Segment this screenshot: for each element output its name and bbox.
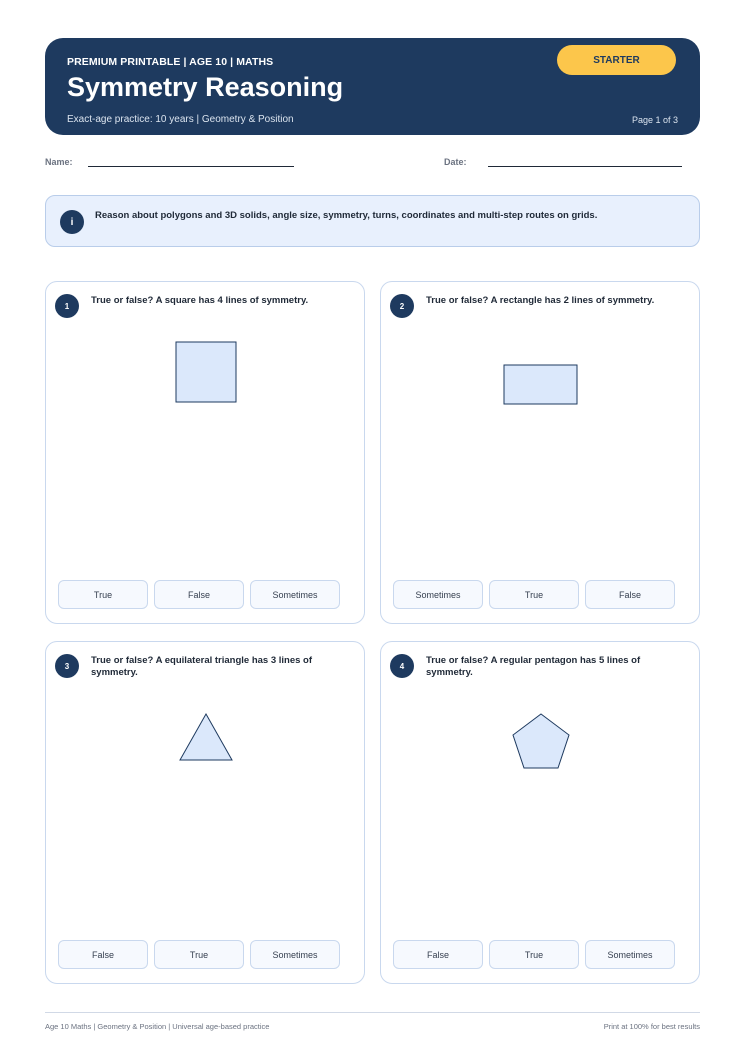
- answer-option[interactable]: False: [393, 940, 483, 969]
- header-subtitle: Exact-age practice: 10 years | Geometry & Position: [67, 114, 294, 125]
- info-text: Reason about polygons and 3D solids, angle size, symmetry, turns, coordinates and multi-step routes on grids.: [95, 210, 598, 221]
- triangle-shape: [46, 642, 366, 942]
- footer-divider: [45, 1012, 700, 1013]
- question-number: 4: [390, 654, 414, 678]
- answer-option[interactable]: True: [489, 580, 579, 609]
- name-field[interactable]: [88, 166, 294, 167]
- question-card-3: [45, 641, 365, 984]
- answer-option[interactable]: False: [58, 940, 148, 969]
- question-number: 1: [55, 294, 79, 318]
- question-card-1: [45, 281, 365, 624]
- name-label: Name:: [45, 157, 73, 167]
- question-text: True or false? A equilateral triangle has 3 lines of symmetry.: [91, 655, 313, 678]
- footer-left-text: Age 10 Maths | Geometry & Position | Universal age-based practice: [45, 1022, 270, 1031]
- rectangle-shape: [381, 282, 701, 582]
- page-title: Symmetry Reasoning: [67, 72, 344, 102]
- answer-option[interactable]: True: [58, 580, 148, 609]
- page-number: Page 1 of 3: [631, 115, 678, 125]
- question-text: True or false? A square has 4 lines of symmetry.: [91, 295, 309, 306]
- answer-option[interactable]: Sometimes: [250, 580, 340, 609]
- square-shape: [46, 282, 366, 582]
- question-card-2: [380, 281, 700, 624]
- question-card-4: [380, 641, 700, 984]
- answer-option[interactable]: False: [154, 580, 244, 609]
- question-number: 2: [390, 294, 414, 318]
- date-label: Date:: [444, 157, 467, 167]
- info-box: [45, 195, 700, 247]
- answer-option[interactable]: True: [489, 940, 579, 969]
- answer-option[interactable]: Sometimes: [393, 580, 483, 609]
- info-icon: i: [60, 210, 84, 234]
- pentagon-shape: [381, 642, 701, 942]
- worksheet-header: [45, 38, 700, 135]
- answer-option[interactable]: True: [154, 940, 244, 969]
- date-field[interactable]: [488, 166, 682, 167]
- answer-option[interactable]: False: [585, 580, 675, 609]
- question-number: 3: [55, 654, 79, 678]
- answer-option[interactable]: Sometimes: [585, 940, 675, 969]
- header-eyebrow: PREMIUM PRINTABLE | AGE 10 | MATHS: [67, 56, 274, 68]
- question-text: True or false? A rectangle has 2 lines of symmetry.: [426, 295, 655, 306]
- answer-option[interactable]: Sometimes: [250, 940, 340, 969]
- level-badge: STARTER: [557, 45, 676, 75]
- footer-right-text: Print at 100% for best results: [603, 1022, 700, 1031]
- question-text: True or false? A regular pentagon has 5 lines of symmetry.: [426, 655, 641, 678]
